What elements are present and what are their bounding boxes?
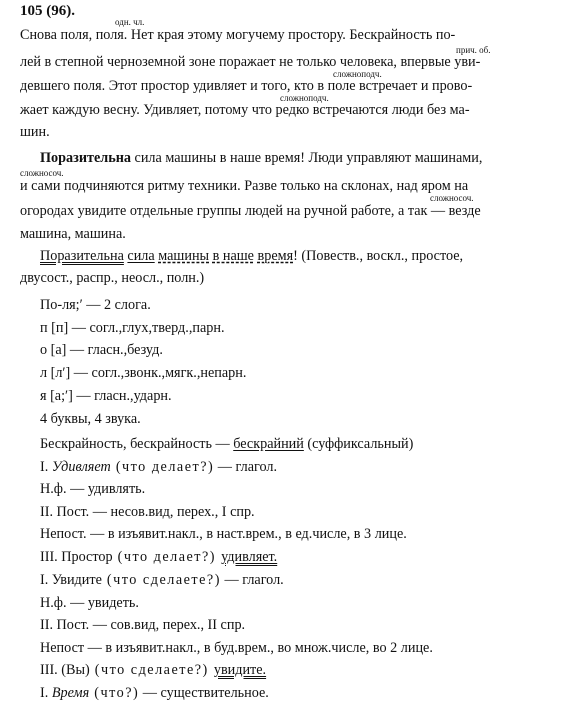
phonetic-line: я [а;ʹ] — гласн.,ударн. — [40, 388, 172, 404]
annotation-slozhnopodch-2: сложноподч. — [280, 93, 329, 103]
word-base: бескрайний — [233, 436, 304, 452]
paragraph1-line: Снова поля, поля. Нет края этому могучему простору. Бескрайность по- — [20, 27, 456, 43]
predicate-word: Поразительна — [40, 248, 124, 264]
phonetic-line: о [а] — гласн.,безуд. — [40, 342, 163, 358]
paragraph1-line: девшего поля. Этот простор удивляет и того, кто в поле встречает и прово- — [20, 78, 473, 94]
bold-word: Поразительна — [40, 150, 131, 166]
paragraph1-line: шин. — [20, 124, 50, 140]
word-formation-line: Бескрайность, бескрайность — бескрайний (суффиксальный) — [40, 436, 414, 452]
morph-line: II. Пост. — сов.вид, перех., II спр. — [40, 617, 246, 633]
exercise-number: 105 (96). — [20, 3, 75, 19]
morph-line: II. Пост. — несов.вид, перех., I спр. — [40, 504, 255, 520]
annotation-slozhnopodch-1: сложноподч. — [333, 69, 382, 79]
morph-line: I. Увидите (что сделаете?) — глагол. — [40, 572, 284, 588]
morph-line: Непост — в изъявит.накл., в буд.врем., во множ.числе, во 2 лице. — [40, 640, 433, 656]
paragraph1-line: жает каждую весну. Удивляет, потому что редко встречаются люди без ма- — [20, 102, 470, 118]
phonetic-line: По-ля;ʹ — 2 слога. — [40, 297, 151, 313]
paragraph1-line: лей в степной черноземной зоне поражает не только человека, впервые уви- — [20, 54, 481, 70]
morph-line: III. Простор (что делает?) удивляет. — [40, 549, 278, 565]
word-morphemic: Бескрайность — [40, 436, 123, 452]
paragraph2-line: машина, машина. — [20, 226, 126, 242]
adverbial-word: время — [257, 248, 294, 264]
morph-line: I. Удивляет (что делает?) — глагол. — [40, 459, 278, 475]
sentence-parse-line: Поразительна сила машины в наше время! (Повеств., воскл., простое, — [40, 248, 464, 264]
phonetic-line: п [п] — согл.,глух,тверд.,парн. — [40, 320, 225, 336]
paragraph2-line: и сами подчиняются ритму техники. Разве только на склонах, над яром на — [20, 178, 469, 194]
annotation-odn-chl: одн. чл. — [115, 17, 145, 27]
annotation-slozhnosoch-1: сложносоч. — [20, 168, 64, 178]
morph-line: Н.ф. — увидеть. — [40, 595, 139, 611]
phonetic-line: 4 буквы, 4 звука. — [40, 411, 141, 427]
sentence-parse-line: двусост., распр., неосл., полн.) — [20, 270, 205, 286]
morph-line: III. (Вы) (что сделаете?) увидите. — [40, 662, 267, 678]
morph-line: I. Время (что?) — существительное. — [40, 685, 269, 701]
phonetic-line: л [лʹ] — согл.,звонк.,мягк.,непарн. — [40, 365, 247, 381]
adverbial-word: в наше — [212, 248, 254, 264]
subject-word: сила — [127, 248, 155, 264]
annotation-prich-ob: прич. об. — [456, 45, 491, 55]
attribute-word: машины — [158, 248, 210, 264]
paragraph2-line: Поразительна сила машины в наше время! Люди управляют машинами, — [40, 150, 483, 166]
paragraph2-line: огородах увидите отдельные группы людей на ручной работе, а так — везде — [20, 203, 481, 219]
morph-line: Н.ф. — удивлять. — [40, 481, 146, 497]
annotation-slozhnosoch-2: сложносоч. — [430, 193, 474, 203]
morph-line: Непост. — в изъявит.накл., в наст.врем., в ед.числе, в 3 лице. — [40, 526, 407, 542]
